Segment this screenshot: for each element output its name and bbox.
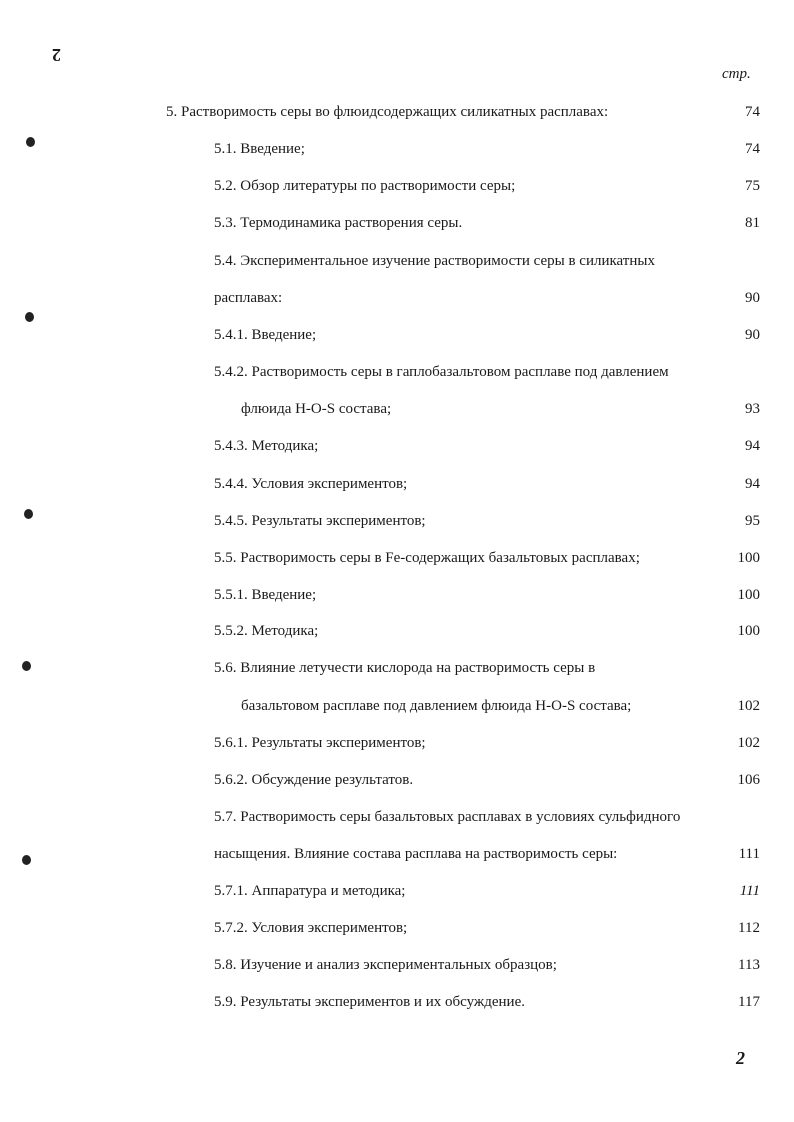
binder-hole-mark [25, 312, 34, 322]
toc-entry: 5.5.2. Методика; [214, 623, 319, 639]
toc-page-number: 93 [745, 401, 760, 417]
binder-hole-mark [26, 137, 35, 147]
toc-entry: 5.9. Результаты экспериментов и их обсуждение. [214, 994, 525, 1010]
toc-entry: 5.6.1. Результаты экспериментов; [214, 735, 426, 751]
toc-entry: 5.1. Введение; [214, 141, 305, 157]
page-number: 2 [736, 1048, 745, 1068]
toc-entry: 5.7. Растворимость серы базальтовых расплавах в условиях сульфидного [214, 809, 681, 825]
toc-page-number: 94 [745, 476, 760, 492]
toc-page-number: 102 [737, 735, 760, 751]
toc-entry: 5.4.5. Результаты экспериментов; [214, 513, 426, 529]
toc-entry: 5.5. Растворимость серы в Fe-содержащих базальтовых расплавах; [214, 550, 640, 566]
binder-hole-mark [24, 509, 33, 519]
toc-entry: 5.3. Термодинамика растворения серы. [214, 215, 463, 231]
toc-entry: 5.4. Экспериментальное изучение растворимости серы в силикатных [214, 253, 655, 269]
toc-entry: 5.6. Влияние летучести кислорода на растворимость серы в [214, 660, 596, 676]
page-column-label: стр. [722, 66, 751, 82]
binder-hole-mark [22, 661, 31, 671]
toc-page-number: 75 [745, 178, 760, 194]
toc-page-number: 113 [738, 957, 760, 973]
corner-page-mark: 2 [52, 45, 61, 65]
toc-entry: 5.2. Обзор литературы по растворимости серы; [214, 178, 516, 194]
toc-entry: 5.8. Изучение и анализ экспериментальных образцов; [214, 957, 557, 973]
toc-page-number: 90 [745, 290, 760, 306]
toc-page-number: 112 [738, 920, 760, 936]
toc-page-number: 111 [739, 883, 760, 899]
toc-page-number: 74 [745, 141, 760, 157]
toc-page-number: 90 [745, 327, 760, 343]
binder-hole-mark [22, 855, 31, 865]
toc-entry: базальтовом расплаве под давлением флюида H-O-S состава; [241, 698, 632, 714]
toc-page-number: 94 [745, 438, 760, 454]
toc-entry: насыщения. Влияние состава расплава на растворимость серы: [214, 846, 618, 862]
toc-entry: 5.4.3. Методика; [214, 438, 319, 454]
toc-page-number: 106 [737, 772, 760, 788]
toc-page-number: 100 [737, 550, 760, 566]
toc-entry: флюида H-O-S состава; [241, 401, 392, 417]
toc-page-number: 117 [738, 994, 760, 1010]
toc-entry: 5.6.2. Обсуждение результатов. [214, 772, 414, 788]
toc-entry: 5.5.1. Введение; [214, 587, 317, 603]
toc-page-number: 100 [737, 587, 760, 603]
toc-entry: 5.4.1. Введение; [214, 327, 317, 343]
toc-page-number: 100 [737, 623, 760, 639]
toc-page-number: 81 [745, 215, 760, 231]
toc-entry: расплавах: [214, 290, 283, 306]
toc-entry: 5.4.2. Растворимость серы в гаплобазальтовом расплаве под давлением [214, 364, 669, 380]
toc-page-number: 102 [737, 698, 760, 714]
toc-entry: 5. Растворимость серы во флюидсодержащих силикатных расплавах: [166, 104, 609, 120]
toc-entry: 5.7.1. Аппаратура и методика; [214, 883, 406, 899]
toc-page-number: 74 [745, 104, 760, 120]
toc-entry: 5.4.4. Условия экспериментов; [214, 476, 408, 492]
toc-page-number: 95 [745, 513, 760, 529]
toc-page-number: 111 [738, 846, 760, 862]
toc-entry: 5.7.2. Условия экспериментов; [214, 920, 408, 936]
